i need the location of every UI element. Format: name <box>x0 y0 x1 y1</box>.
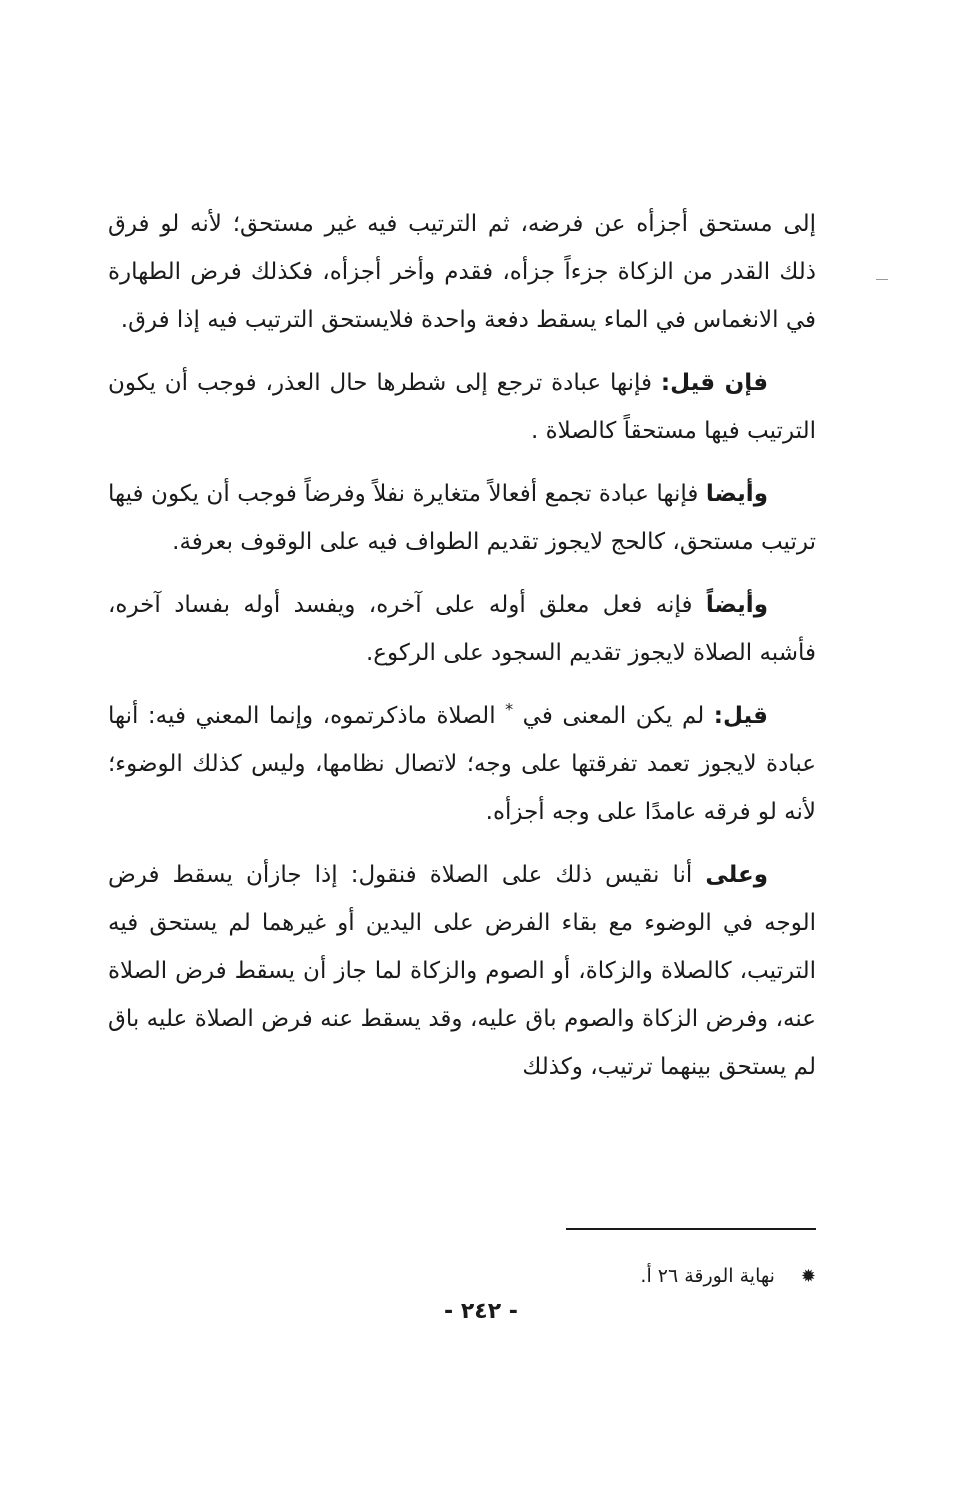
paragraph-2-text: فإنها عبادة ترجع إلى شطرها حال العذر، فوجب أن يكون الترتيب فيها مستحقاً كالصلاة . <box>108 370 816 444</box>
paragraph-5-lead: قيل: <box>713 703 768 729</box>
footnote-star-icon: ✹ <box>800 1266 816 1287</box>
paragraph-3-lead: وأيضا <box>705 481 768 507</box>
main-text <box>108 200 816 1106</box>
footnote <box>540 1258 816 1295</box>
paragraph-6 <box>108 851 816 1091</box>
paragraph-1 <box>108 200 816 344</box>
page-number: - ٢٤٢ - <box>444 1299 518 1324</box>
margin-mark <box>876 279 888 280</box>
footnote-text: نهاية الورقة ٢٦ أ. <box>640 1265 775 1287</box>
paragraph-5-text: الصلاة ماذكرتموه، وإنما المعني فيه: أنها عبادة لايجوز تعمد تفرقتها على وجه؛ لاتصال نظامها، وليس كذلك الوضوء؛ لأنه لو فرقه عامدًا على وجه أجزأه. <box>108 703 816 825</box>
paragraph-3 <box>108 470 816 566</box>
paragraph-6-text: أنا نقيس ذلك على الصلاة فنقول: إذا جازأن يسقط فرض الوجه في الوضوء مع بقاء الفرض على اليدين أو غيرهما لم يستحق فيه الترتيب، كالصلاة والزكاة، أو الصوم والزكاة لما جاز أن يسقط فرض الصلاة عنه، وفرض الزكاة والصوم باق عليه، وقد يسقط عنه فرض الصلاة عليه باق لم يستحق بينهما ترتيب، وكذلك <box>108 862 816 1080</box>
paragraph-2 <box>108 359 816 455</box>
paragraph-5 <box>108 692 816 836</box>
footnote-separator <box>566 1228 816 1230</box>
paragraph-1-text: إلى مستحق أجزأه عن فرضه، ثم الترتيب فيه غير مستحق؛ لأنه لو فرق ذلك القدر من الزكاة جزءاً جزأه، فقدم وأخر أجزأه، فكذلك فرض الطهارة في الانغماس في الماء يسقط دفعة واحدة فلايستحق الترتيب فيه إذا فرق. <box>108 211 816 333</box>
paragraph-3-text: فإنها عبادة تجمع أفعالاً متغايرة نفلاً وفرضاً فوجب أن يكون فيها ترتيب مستحق، كالحج لايجوز تقديم الطواف فيه على الوقوف بعرفة. <box>108 481 816 555</box>
paragraph-4-text: فإنه فعل معلق أوله على آخره، ويفسد أوله بفساد آخره، فأشبه الصلاة لايجوز تقديم السجود على الركوع. <box>108 592 816 666</box>
paragraph-5-text-before-marker: لم يكن المعنى في <box>513 703 714 729</box>
paragraph-2-lead: فإن قيل: <box>660 370 769 396</box>
paragraph-4 <box>108 581 816 677</box>
paragraph-6-lead: وعلى <box>705 862 768 888</box>
paragraph-4-lead: وأيضاً <box>705 592 768 618</box>
footnote-reference-marker: * <box>505 699 514 719</box>
